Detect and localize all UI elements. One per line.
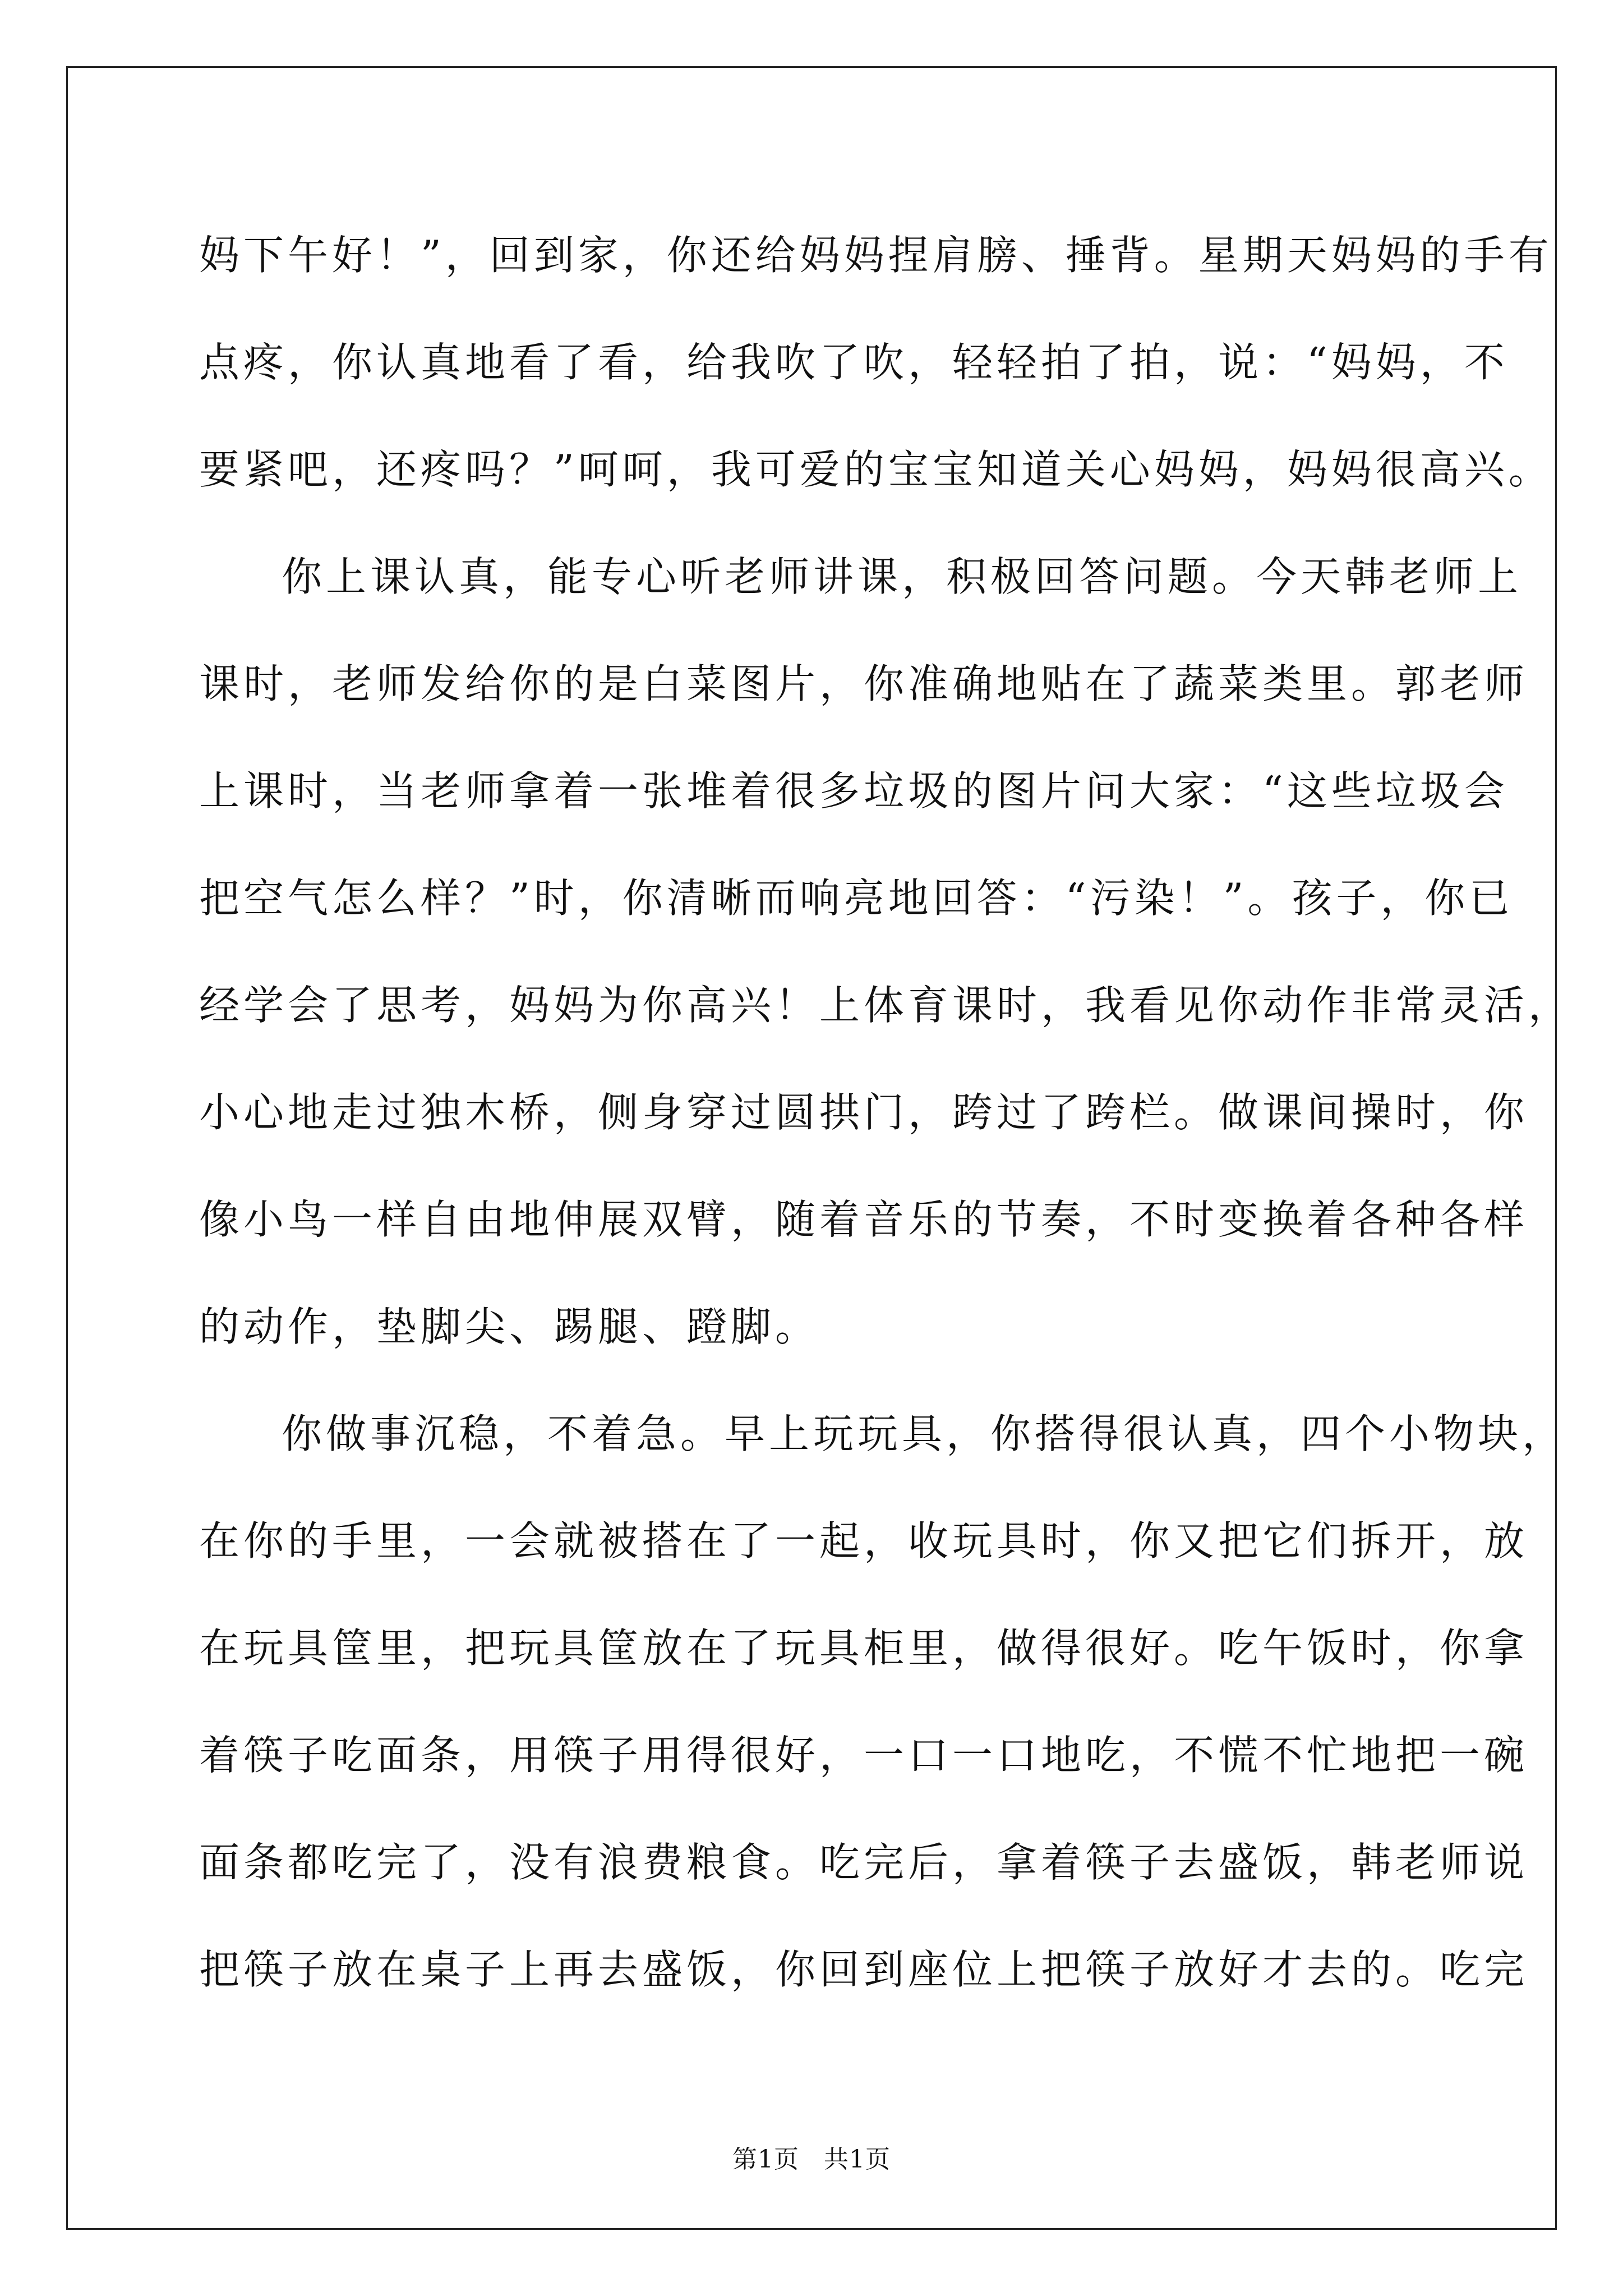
text-line-5: 课时，老师发给你的是白菜图片，你准确地贴在了蔬菜类里。郭老师 <box>199 660 1529 707</box>
text-line-11: 的动作，垫脚尖、踢腿、蹬脚。 <box>199 1303 820 1350</box>
text-line-3: 要紧吧，还疼吗？”呵呵，我可爱的宝宝知道关心妈妈，妈妈很高兴。 <box>199 446 1553 493</box>
text-line-14: 在玩具筐里，把玩具筐放在了玩具柜里，做得很好。吃午饭时，你拿 <box>199 1625 1529 1672</box>
text-line-13: 在你的手里，一会就被搭在了一起，收玩具时，你又把它们拆开，放 <box>199 1517 1529 1565</box>
text-line-1: 妈下午好！”，回到家，你还给妈妈捏肩膀、捶背。星期天妈妈的手有 <box>199 232 1553 279</box>
text-line-16: 面条都吃完了，没有浪费粮食。吃完后，拿着筷子去盛饭，韩老师说 <box>199 1839 1529 1886</box>
text-line-4: 你上课认真，能专心听老师讲课，积极回答问题。今天韩老师上 <box>282 553 1523 600</box>
text-line-9: 小心地走过独木桥，侧身穿过圆拱门，跨过了跨栏。做课间操时，你 <box>199 1089 1529 1136</box>
text-line-8: 经学会了思考，妈妈为你高兴！上体育课时，我看见你动作非常灵活， <box>199 982 1573 1029</box>
text-line-15: 着筷子吃面条，用筷子用得很好，一口一口地吃，不慌不忙地把一碗 <box>199 1732 1529 1779</box>
text-line-12: 你做事沉稳，不着急。早上玩玩具，你搭得很认真，四个小物块， <box>282 1410 1567 1457</box>
text-line-6: 上课时，当老师拿着一张堆着很多垃圾的图片问大家：“这些垃圾会 <box>199 767 1509 815</box>
text-line-17: 把筷子放在桌子上再去盛饭，你回到座位上把筷子放好才去的。吃完 <box>199 1946 1529 1993</box>
text-line-10: 像小鸟一样自由地伸展双臂，随着音乐的节奏，不时变换着各种各样 <box>199 1196 1529 1243</box>
page-number: 第1页 <box>732 2145 799 2174</box>
page-footer <box>0 2143 1623 2177</box>
text-line-2: 点疼，你认真地看了看，给我吹了吹，轻轻拍了拍，说：“妈妈，不 <box>199 339 1509 386</box>
text-line-7: 把空气怎么样？”时，你清晰而响亮地回答：“污染！”。孩子，你已 <box>199 875 1514 922</box>
page-total: 共1页 <box>824 2145 891 2174</box>
document-body <box>199 202 1573 2023</box>
